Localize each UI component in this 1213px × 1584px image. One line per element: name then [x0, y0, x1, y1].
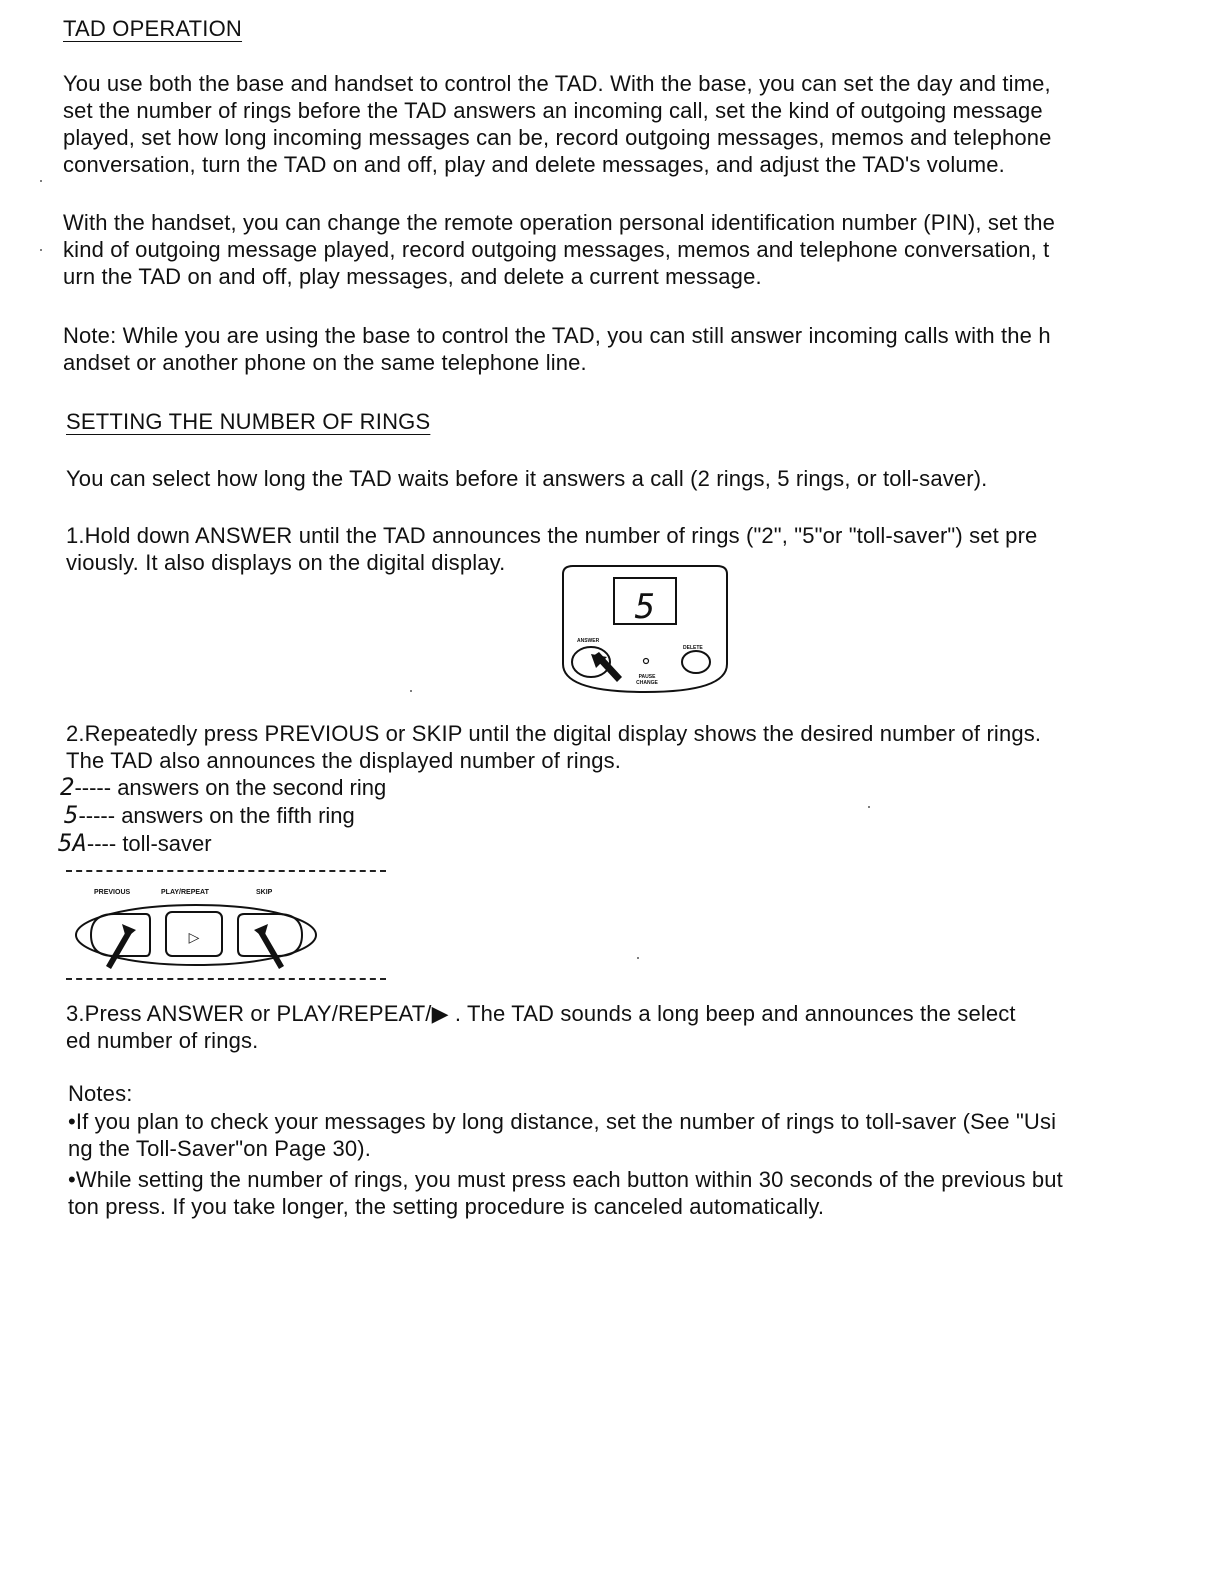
finger-arrow-icon: [106, 924, 136, 969]
notes-line-1: •If you plan to check your messages by long distance, set the number of rings to toll-saver (See "Usi: [68, 1109, 1057, 1134]
scan-speck: [637, 957, 639, 959]
step1-line-2: viously. It also displays on the digital display.: [66, 550, 506, 575]
notes-line-3: •While setting the number of rings, you must press each button within 30 seconds of the previous but: [68, 1167, 1063, 1192]
notes-line-4: ton press. If you take longer, the setting procedure is canceled automatically.: [68, 1194, 825, 1219]
indicator-light: [644, 659, 649, 664]
base-unit-figure: [555, 560, 735, 695]
ring-option-fifth: [64, 801, 355, 829]
ring-description: ----- answers on the second ring: [74, 775, 387, 800]
skip-label: SKIP: [256, 889, 273, 896]
step1-line-1: 1.Hold down ANSWER until the TAD announces the number of rings ("2", "5"or "toll-saver") set pre: [66, 523, 1038, 548]
heading-setting-rings: SETTING THE NUMBER OF RINGS: [66, 409, 431, 434]
step2-line-2: The TAD also announces the displayed number of rings.: [66, 748, 622, 773]
para-base-line-4: conversation, turn the TAD on and off, play and delete messages, and adjust the TAD's volume.: [63, 152, 1005, 177]
segment-code: 2: [60, 773, 75, 801]
answer-label: ANSWER: [577, 638, 600, 644]
notes-heading: Notes:: [68, 1081, 133, 1106]
para-base-line-1: You use both the base and handset to control the TAD. With the base, you can set the day and time,: [63, 71, 1051, 96]
step2-line-1: 2.Repeatedly press PREVIOUS or SKIP until the digital display shows the desired number of rings.: [66, 721, 1042, 746]
divider-bottom: [66, 978, 386, 980]
display-digit: 5: [634, 587, 656, 627]
para-handset-line-1: With the handset, you can change the remote operation personal identification number (PIN), set the: [63, 210, 1055, 235]
notes-line-2: ng the Toll-Saver"on Page 30).: [68, 1136, 371, 1161]
delete-label: DELETE: [683, 645, 703, 651]
delete-button[interactable]: [682, 651, 710, 673]
segment-code: 5A: [58, 829, 87, 857]
segment-code: 5: [64, 801, 79, 829]
para-base-line-3: played, set how long incoming messages can be, record outgoing messages, memos and telephone: [63, 125, 1052, 150]
ring-description: ----- answers on the fifth ring: [78, 803, 355, 828]
ring-description: ---- toll-saver: [86, 831, 212, 856]
ring-option-toll-saver: [58, 829, 212, 857]
para-base-line-2: set the number of rings before the TAD answers an incoming call, set the kind of outgoing message: [63, 98, 1043, 123]
divider-top: [66, 870, 386, 872]
heading-tad-operation: TAD OPERATION: [63, 16, 243, 41]
para-handset-line-2: kind of outgoing message played, record outgoing messages, memos and telephone conversation, t: [63, 237, 1050, 262]
finger-arrow-icon: [254, 924, 284, 969]
play-icon: ▷: [188, 929, 200, 945]
ring-option-second: [60, 773, 386, 801]
step3-line-2: ed number of rings.: [66, 1028, 259, 1053]
note-line-1: Note: While you are using the base to control the TAD, you can still answer incoming calls with the h: [63, 323, 1051, 348]
step3-line-1: 3.Press ANSWER or PLAY/REPEAT/▶ . The TAD sounds a long beep and announces the select: [66, 1001, 1016, 1026]
play-repeat-label: PLAY/REPEAT: [161, 889, 209, 896]
previous-label: PREVIOUS: [94, 889, 131, 896]
pause-label: PAUSE: [638, 674, 656, 680]
intro-text: You can select how long the TAD waits before it answers a call (2 rings, 5 rings, or toll-saver).: [66, 466, 988, 491]
playback-buttons-figure: [66, 880, 326, 970]
change-label: CHANGE: [636, 680, 658, 686]
para-handset-line-3: urn the TAD on and off, play messages, and delete a current message.: [63, 264, 762, 289]
scan-speck: [40, 180, 42, 182]
note-line-2: andset or another phone on the same telephone line.: [63, 350, 587, 375]
scan-speck: [40, 249, 42, 251]
scan-speck: [868, 806, 870, 808]
scan-speck: [410, 690, 412, 692]
